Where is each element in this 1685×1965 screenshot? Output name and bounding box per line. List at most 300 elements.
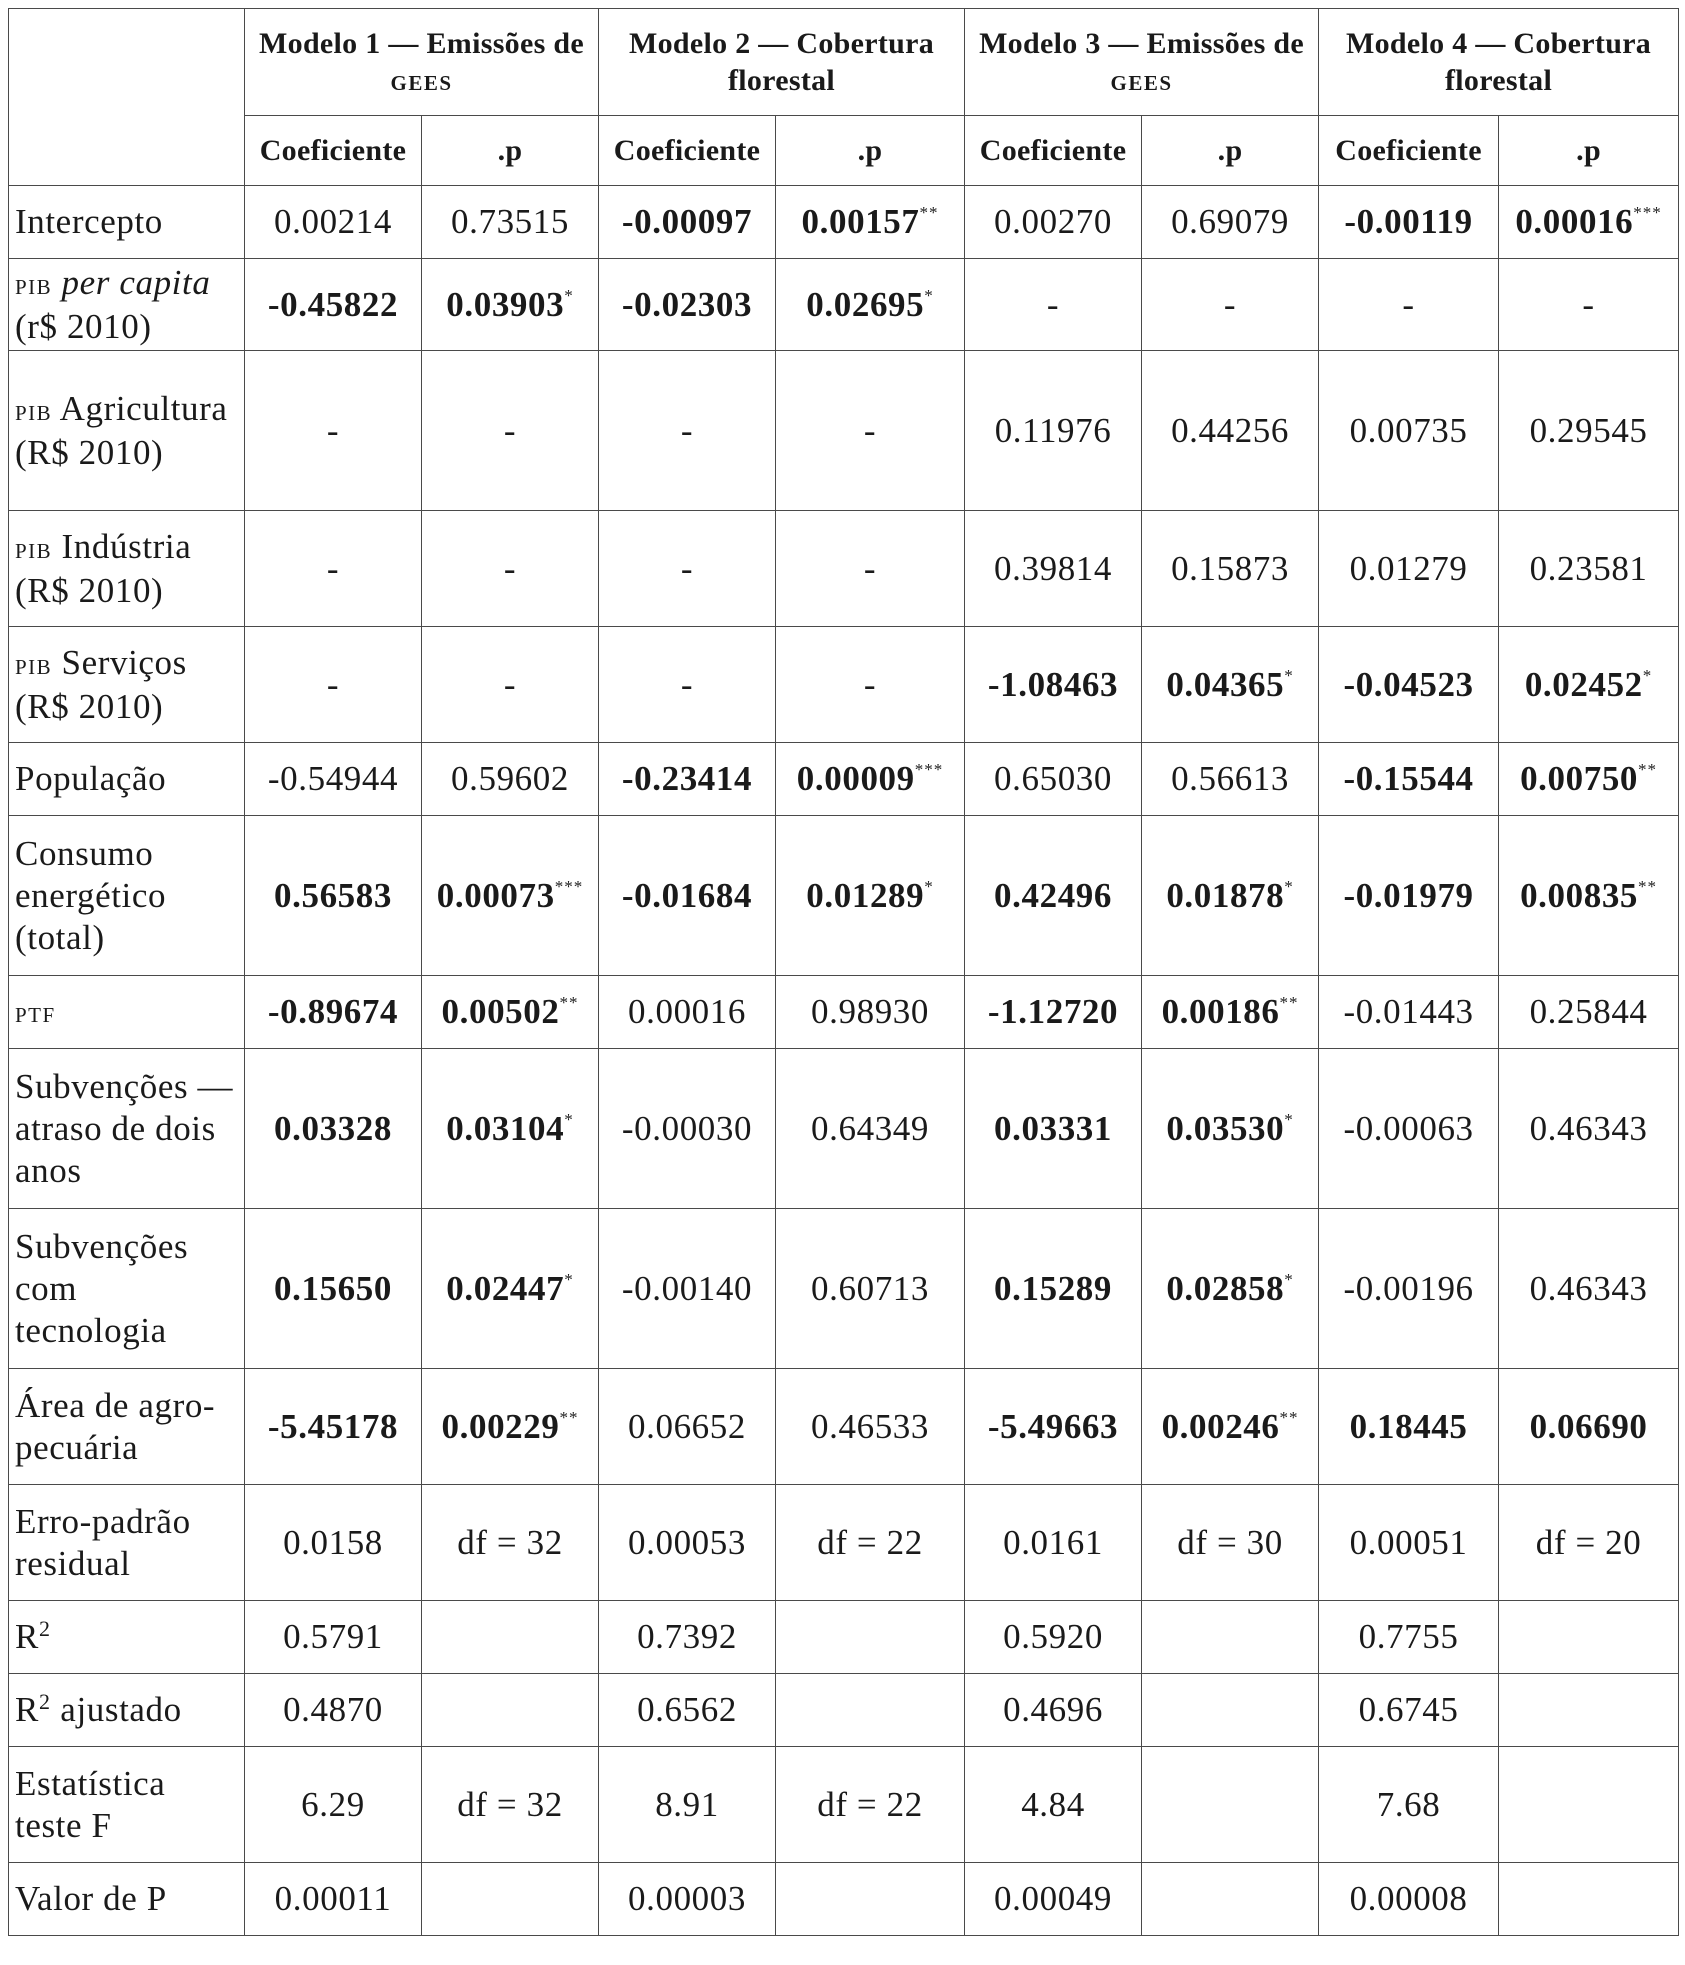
cell-value: - xyxy=(326,548,340,588)
cell-value: 0.03104 xyxy=(446,1108,565,1148)
coefficient-cell xyxy=(965,259,1142,351)
significance-stars: * xyxy=(1284,876,1294,896)
p-value-cell xyxy=(776,186,965,259)
row-label-text: Consumo energético (total) xyxy=(15,833,167,957)
p-value-cell xyxy=(776,511,965,627)
p-value-cell xyxy=(776,1674,965,1747)
coefficient-cell xyxy=(599,1485,776,1601)
coefficient-cell xyxy=(245,351,422,511)
cell-value: 4.84 xyxy=(1021,1784,1085,1824)
coefficient-cell xyxy=(965,511,1142,627)
table-row xyxy=(9,259,1679,351)
table-row xyxy=(9,816,1679,976)
coefficient-cell xyxy=(1319,259,1499,351)
model-header-row xyxy=(9,9,1679,116)
significance-stars: *** xyxy=(554,876,584,896)
row-label-abbr: ptf xyxy=(15,996,56,1029)
regression-results-table xyxy=(8,8,1679,1936)
coefficient-cell xyxy=(1319,1485,1499,1601)
p-value-cell xyxy=(1142,1049,1319,1209)
cell-value: 0.44256 xyxy=(1171,410,1290,450)
cell-value: 0.00009 xyxy=(796,759,915,798)
cell-value: -0.01979 xyxy=(1343,875,1474,915)
row-label xyxy=(9,186,245,259)
row-label-text: Estatística teste F xyxy=(15,1763,166,1845)
coefficient-cell xyxy=(599,259,776,351)
table-row xyxy=(9,511,1679,627)
cell-value: df = 20 xyxy=(1535,1522,1642,1562)
cell-value: 0.01289 xyxy=(806,875,925,915)
cell-value: 0.46533 xyxy=(811,1406,929,1446)
p-header: .p xyxy=(776,116,965,186)
p-value-cell xyxy=(422,511,599,627)
significance-stars: * xyxy=(564,1269,574,1289)
row-label xyxy=(9,351,245,511)
cell-value: 0.6745 xyxy=(1358,1690,1459,1729)
cell-value: 0.18445 xyxy=(1349,1406,1468,1446)
p-value-cell xyxy=(1499,1485,1679,1601)
model-2-header: Modelo 2 — Cobertura florestal xyxy=(599,9,965,116)
cell-value: -0.00119 xyxy=(1344,202,1473,241)
row-label-superscript: 2 xyxy=(38,1689,51,1714)
coefficient-cell xyxy=(1319,1369,1499,1485)
p-value-cell xyxy=(776,351,965,511)
row-label-text: Erro-padrão residual xyxy=(15,1501,191,1583)
coefficient-cell xyxy=(245,1747,422,1863)
cell-value: 0.00750 xyxy=(1520,759,1639,798)
cell-value: 0.00008 xyxy=(1349,1879,1468,1918)
cell-value: 0.4870 xyxy=(283,1690,383,1729)
table-row xyxy=(9,1485,1679,1601)
p-value-cell xyxy=(1142,259,1319,351)
p-value-cell xyxy=(1142,1601,1319,1674)
p-value-cell xyxy=(776,816,965,976)
cell-value: 0.4696 xyxy=(1003,1690,1103,1729)
cell-value: 0.56613 xyxy=(1171,759,1290,798)
row-label-abbr: pib xyxy=(15,267,53,301)
cell-value: 0.03331 xyxy=(994,1108,1112,1148)
cell-value: -0.15544 xyxy=(1343,759,1474,798)
coef-header: Coeficiente xyxy=(599,116,776,186)
cell-value: - xyxy=(503,664,517,704)
regression-table-container xyxy=(8,8,1678,1936)
cell-value: -1.12720 xyxy=(987,992,1119,1031)
cell-value: 0.00016 xyxy=(628,992,746,1031)
p-value-cell xyxy=(1142,511,1319,627)
coefficient-cell xyxy=(599,186,776,259)
row-label xyxy=(9,1674,245,1747)
cell-value: 0.29545 xyxy=(1529,410,1648,450)
row-label xyxy=(9,1049,245,1209)
cell-value: -0.04523 xyxy=(1343,664,1474,704)
p-value-cell xyxy=(776,259,965,351)
coefficient-cell xyxy=(1319,1747,1499,1863)
cell-value: 0.42496 xyxy=(994,875,1112,915)
p-value-cell xyxy=(776,743,965,816)
coefficient-cell xyxy=(1319,1674,1499,1747)
cell-value: -5.45178 xyxy=(267,1406,399,1446)
p-value-cell xyxy=(422,351,599,511)
row-label xyxy=(9,627,245,743)
cell-value: 0.23581 xyxy=(1529,548,1648,588)
model-3-header: Modelo 3 — Emissões de gees xyxy=(965,9,1319,116)
coefficient-cell xyxy=(245,743,422,816)
row-label-text: População xyxy=(15,759,167,798)
cell-value: 0.60713 xyxy=(811,1268,929,1308)
p-value-cell xyxy=(1499,1747,1679,1863)
coefficient-cell xyxy=(599,351,776,511)
row-label-superscript: 2 xyxy=(38,1616,51,1641)
p-header: .p xyxy=(1499,116,1679,186)
p-value-cell xyxy=(1499,511,1679,627)
cell-value: 0.00011 xyxy=(274,1879,392,1918)
p-value-cell xyxy=(1499,743,1679,816)
cell-value: 0.00003 xyxy=(628,1879,746,1918)
cell-value: - xyxy=(503,548,517,588)
coefficient-cell xyxy=(599,1601,776,1674)
p-value-cell xyxy=(1499,1369,1679,1485)
p-value-cell xyxy=(1142,1863,1319,1936)
p-value-cell xyxy=(776,1049,965,1209)
table-row xyxy=(9,627,1679,743)
p-value-cell xyxy=(776,1369,965,1485)
model-1-header: Modelo 1 — Emissões de gees xyxy=(245,9,599,116)
row-label-text: Intercepto xyxy=(15,202,163,241)
table-row xyxy=(9,1863,1679,1936)
p-value-cell xyxy=(776,1209,965,1369)
row-label-italic: per capita xyxy=(61,262,211,302)
cell-value: 0.15873 xyxy=(1171,548,1290,588)
cell-value: 0.00735 xyxy=(1349,410,1468,450)
p-value-cell xyxy=(776,1601,965,1674)
coefficient-cell xyxy=(965,1049,1142,1209)
coefficient-cell xyxy=(245,1209,422,1369)
cell-value: -0.00140 xyxy=(621,1268,753,1308)
cell-value: 0.01279 xyxy=(1349,548,1468,588)
cell-value: 0.64349 xyxy=(811,1108,929,1148)
p-value-cell xyxy=(422,1747,599,1863)
row-label xyxy=(9,1209,245,1369)
cell-value: - xyxy=(1402,284,1415,324)
cell-value: -0.02303 xyxy=(621,284,753,324)
coefficient-cell xyxy=(1319,1863,1499,1936)
cell-value: 0.00049 xyxy=(994,1879,1112,1918)
cell-value: df = 32 xyxy=(457,1522,563,1562)
table-row xyxy=(9,1369,1679,1485)
row-label-text: Subvenções — atraso de dois anos xyxy=(15,1066,234,1190)
row-label-text: Indústria (R$ 2010) xyxy=(15,526,192,610)
cell-value: 0.73515 xyxy=(451,202,569,241)
row-label xyxy=(9,1485,245,1601)
cell-value: -0.01684 xyxy=(621,875,753,915)
coefficient-cell xyxy=(1319,511,1499,627)
coefficient-cell xyxy=(599,1863,776,1936)
table-row xyxy=(9,976,1679,1049)
cell-value: - xyxy=(863,548,877,588)
coefficient-cell xyxy=(1319,1601,1499,1674)
cell-value: -5.49663 xyxy=(987,1406,1119,1446)
cell-value: - xyxy=(1223,284,1237,324)
coefficient-cell xyxy=(1319,1049,1499,1209)
p-header: .p xyxy=(422,116,599,186)
p-value-cell xyxy=(776,976,965,1049)
coefficient-cell xyxy=(965,351,1142,511)
cell-value: -0.45822 xyxy=(267,284,399,324)
table-row xyxy=(9,1747,1679,1863)
coefficient-cell xyxy=(1319,976,1499,1049)
row-label xyxy=(9,259,245,351)
p-value-cell xyxy=(422,816,599,976)
cell-value: 0.25844 xyxy=(1529,992,1648,1031)
coefficient-cell xyxy=(599,1369,776,1485)
p-value-cell xyxy=(1142,1369,1319,1485)
coefficient-cell xyxy=(965,1747,1142,1863)
table-row xyxy=(9,1049,1679,1209)
cell-value: 0.46343 xyxy=(1529,1108,1648,1148)
cell-value: df = 22 xyxy=(817,1522,923,1562)
significance-stars: ** xyxy=(559,1407,579,1427)
significance-stars: *** xyxy=(1633,203,1662,222)
cell-value: df = 32 xyxy=(457,1784,563,1824)
cell-value: 0.15650 xyxy=(274,1268,392,1308)
row-label-text: Agricultura (R$ 2010) xyxy=(15,388,228,472)
p-value-cell xyxy=(1499,816,1679,976)
coefficient-cell xyxy=(1319,627,1499,743)
p-value-cell xyxy=(1142,186,1319,259)
coefficient-cell xyxy=(245,1049,422,1209)
row-label xyxy=(9,743,245,816)
significance-stars: * xyxy=(564,1109,574,1129)
cell-value: 0.02447 xyxy=(446,1268,565,1308)
coefficient-cell xyxy=(599,816,776,976)
p-value-cell xyxy=(1499,976,1679,1049)
model-4-header: Modelo 4 — Cobertura florestal xyxy=(1319,9,1679,116)
coef-header: Coeficiente xyxy=(245,116,422,186)
row-label-text: Valor de P xyxy=(15,1879,167,1918)
p-value-cell xyxy=(422,1369,599,1485)
coefficient-cell xyxy=(245,816,422,976)
row-label-suffix: ajustado xyxy=(50,1690,182,1729)
coefficient-cell xyxy=(1319,186,1499,259)
p-value-cell xyxy=(1142,1674,1319,1747)
coefficient-cell xyxy=(1319,351,1499,511)
cell-value: 0.00073 xyxy=(436,875,555,915)
coefficient-cell xyxy=(965,1369,1142,1485)
cell-value: - xyxy=(680,548,694,588)
cell-value: - xyxy=(863,410,877,450)
row-label-text: Subvenções com tecnologia xyxy=(15,1226,189,1350)
cell-value: 0.00186 xyxy=(1161,992,1280,1031)
cell-value: 0.15289 xyxy=(994,1268,1112,1308)
cell-value: 0.11976 xyxy=(994,410,1112,450)
cell-value: 0.0161 xyxy=(1003,1522,1103,1562)
row-label xyxy=(9,1601,245,1674)
significance-stars: ** xyxy=(1638,876,1658,896)
p-value-cell xyxy=(1142,627,1319,743)
cell-value: 0.00016 xyxy=(1515,202,1634,241)
coefficient-cell xyxy=(245,186,422,259)
coefficient-cell xyxy=(599,1747,776,1863)
significance-stars: * xyxy=(1284,665,1294,685)
cell-value: 0.03328 xyxy=(274,1108,392,1148)
coefficient-cell xyxy=(245,627,422,743)
p-value-cell xyxy=(1499,1601,1679,1674)
coefficient-cell xyxy=(245,1601,422,1674)
p-value-cell xyxy=(776,1747,965,1863)
cell-value: 0.98930 xyxy=(811,992,929,1031)
cell-value: 0.02695 xyxy=(806,284,925,324)
row-label-text: (r$ 2010) xyxy=(15,306,152,346)
significance-stars: * xyxy=(1642,665,1653,685)
cell-value: -0.00063 xyxy=(1343,1108,1474,1148)
coefficient-cell xyxy=(965,1674,1142,1747)
table-row xyxy=(9,1601,1679,1674)
table-row xyxy=(9,351,1679,511)
table-row xyxy=(9,1674,1679,1747)
table-row xyxy=(9,186,1679,259)
cell-value: 0.00502 xyxy=(441,992,560,1031)
p-value-cell xyxy=(422,1485,599,1601)
significance-stars: * xyxy=(1284,1269,1294,1289)
cell-value: 0.02858 xyxy=(1166,1268,1285,1308)
coef-header: Coeficiente xyxy=(965,116,1142,186)
p-value-cell xyxy=(776,627,965,743)
cell-value: 0.7755 xyxy=(1358,1617,1459,1656)
coefficient-cell xyxy=(245,1674,422,1747)
coefficient-cell xyxy=(245,1369,422,1485)
significance-stars: * xyxy=(924,285,934,305)
cell-value: 0.59602 xyxy=(451,759,569,798)
row-label-text: R xyxy=(15,1690,39,1729)
coefficient-cell xyxy=(965,1485,1142,1601)
row-label xyxy=(9,816,245,976)
row-label xyxy=(9,1747,245,1863)
significance-stars: ** xyxy=(559,993,579,1012)
cell-value: 0.01878 xyxy=(1166,875,1285,915)
significance-stars: ** xyxy=(1279,1407,1299,1427)
coefficient-cell xyxy=(599,976,776,1049)
significance-stars: * xyxy=(564,285,574,305)
p-value-cell xyxy=(1142,1209,1319,1369)
cell-value: - xyxy=(863,664,877,704)
p-value-cell xyxy=(1499,1209,1679,1369)
coefficient-cell xyxy=(245,976,422,1049)
cell-value: -0.89674 xyxy=(267,992,399,1031)
cell-value: 0.03530 xyxy=(1166,1108,1285,1148)
cell-value: 0.65030 xyxy=(994,759,1112,798)
cell-value: - xyxy=(1582,284,1595,324)
p-value-cell xyxy=(422,627,599,743)
p-value-cell xyxy=(1499,627,1679,743)
p-value-cell xyxy=(1499,1863,1679,1936)
p-value-cell xyxy=(422,1601,599,1674)
coefficient-cell xyxy=(245,1485,422,1601)
cell-value: 0.02452 xyxy=(1524,664,1643,704)
coefficient-cell xyxy=(245,1863,422,1936)
significance-stars: *** xyxy=(914,760,944,779)
p-value-cell xyxy=(1142,1747,1319,1863)
cell-value: 6.29 xyxy=(301,1784,365,1824)
coefficient-cell xyxy=(599,1674,776,1747)
significance-stars: * xyxy=(1284,1109,1294,1129)
cell-value: -0.00196 xyxy=(1343,1268,1474,1308)
p-value-cell xyxy=(422,1209,599,1369)
coefficient-cell xyxy=(965,1601,1142,1674)
coefficient-cell xyxy=(245,259,422,351)
p-value-cell xyxy=(422,976,599,1049)
coefficient-cell xyxy=(1319,1209,1499,1369)
coefficient-cell xyxy=(1319,743,1499,816)
p-value-cell xyxy=(422,1863,599,1936)
cell-value: 0.7392 xyxy=(637,1617,737,1656)
cell-value: - xyxy=(680,664,694,704)
row-label xyxy=(9,1369,245,1485)
cell-value: 0.00157 xyxy=(801,202,920,241)
row-label xyxy=(9,511,245,627)
coefficient-cell xyxy=(965,743,1142,816)
cell-value: 0.03903 xyxy=(446,284,565,324)
row-label-abbr: pib xyxy=(15,393,53,427)
p-value-cell xyxy=(1499,1674,1679,1747)
cell-value: 0.00051 xyxy=(1349,1522,1468,1562)
row-label xyxy=(9,1863,245,1936)
cell-value: -0.00030 xyxy=(621,1108,753,1148)
coefficient-cell xyxy=(245,511,422,627)
p-value-cell xyxy=(776,1863,965,1936)
table-row xyxy=(9,743,1679,816)
cell-value: 0.00246 xyxy=(1161,1406,1280,1446)
cell-value: df = 30 xyxy=(1177,1522,1283,1562)
p-value-cell xyxy=(422,743,599,816)
cell-value: - xyxy=(1046,284,1060,324)
cell-value: 0.00270 xyxy=(994,202,1112,241)
p-value-cell xyxy=(1142,351,1319,511)
coefficient-cell xyxy=(965,627,1142,743)
cell-value: df = 22 xyxy=(817,1784,923,1824)
cell-value: - xyxy=(326,664,340,704)
cell-value: 0.06652 xyxy=(628,1406,746,1446)
cell-value: 0.00053 xyxy=(628,1522,746,1562)
significance-stars: ** xyxy=(919,203,939,222)
cell-value: 8.91 xyxy=(655,1784,719,1824)
coefficient-cell xyxy=(1319,816,1499,976)
cell-value: 0.00229 xyxy=(441,1406,560,1446)
cell-value: 0.46343 xyxy=(1529,1268,1648,1308)
p-value-cell xyxy=(1499,259,1679,351)
row-label-abbr: pib xyxy=(15,531,53,565)
p-value-cell xyxy=(422,259,599,351)
cell-value: -0.01443 xyxy=(1343,992,1474,1031)
p-value-cell xyxy=(1499,1049,1679,1209)
p-value-cell xyxy=(422,1674,599,1747)
cell-value: -0.54944 xyxy=(267,759,399,798)
p-value-cell xyxy=(1142,976,1319,1049)
corner-cell xyxy=(9,9,245,186)
p-value-cell xyxy=(1499,186,1679,259)
row-label xyxy=(9,976,245,1049)
cell-value: - xyxy=(680,410,694,450)
coefficient-cell xyxy=(599,743,776,816)
cell-value: -0.00097 xyxy=(621,202,753,241)
p-header: .p xyxy=(1142,116,1319,186)
p-value-cell xyxy=(776,1485,965,1601)
p-value-cell xyxy=(1142,743,1319,816)
p-value-cell xyxy=(422,186,599,259)
cell-value: 0.6562 xyxy=(637,1690,737,1729)
significance-stars: * xyxy=(924,876,934,896)
cell-value: 0.39814 xyxy=(994,548,1112,588)
cell-value: 0.00214 xyxy=(274,202,392,241)
